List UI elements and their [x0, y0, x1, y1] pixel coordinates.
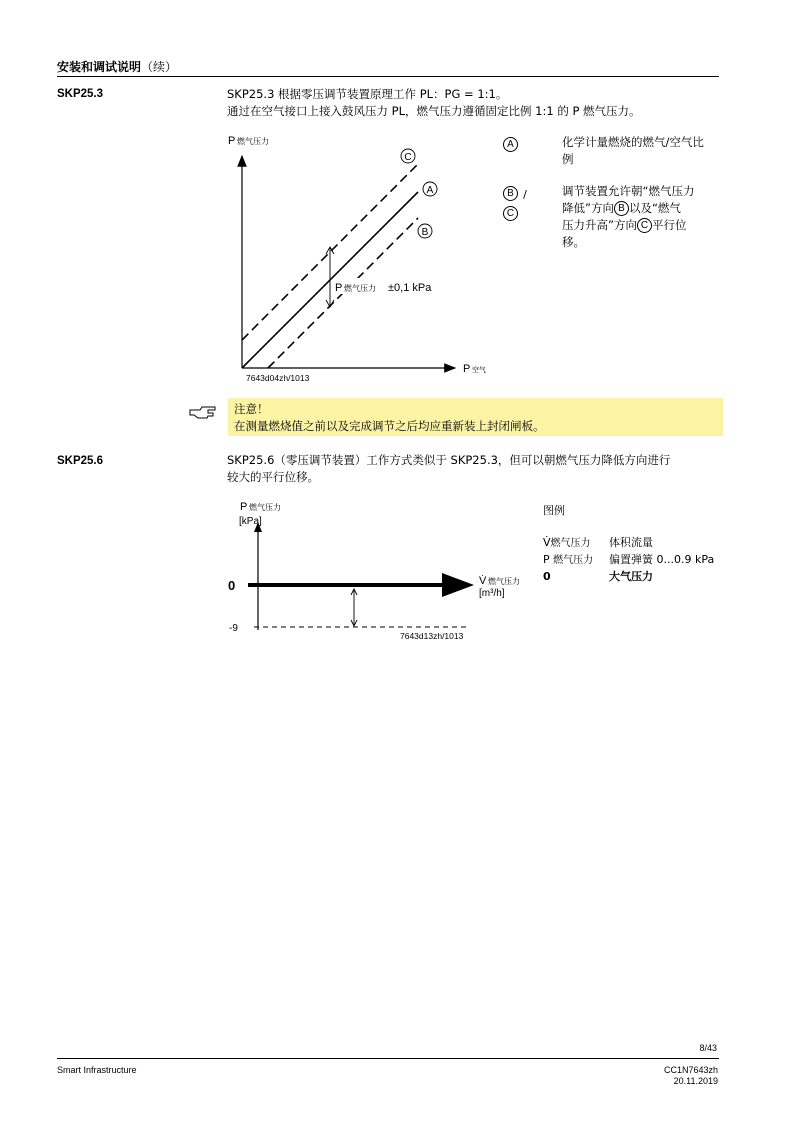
footer-company: Smart Infrastructure: [57, 1065, 137, 1075]
header-title-suffix: （续）: [141, 60, 178, 74]
chart2-x-label-main: V̇: [479, 575, 487, 587]
note-box: [228, 398, 723, 436]
chart1-x-label-sub: 空气: [472, 367, 486, 374]
note-text: 在测量燃烧值之前以及完成调节之后均应重新装上封闭闸板。: [234, 419, 545, 433]
chart2-y-label-main: P: [240, 501, 248, 513]
legend1-item-a-text: [562, 134, 722, 168]
legend1-separator: /: [523, 188, 527, 201]
legend1-inline-circle-c: C: [637, 218, 652, 233]
chart2-figure-code: 7643d13zh/1013: [400, 631, 464, 641]
header-rule: [57, 76, 719, 77]
chart1-figure-code: 7643d04zh/1013: [246, 373, 310, 383]
section-skp25-3-text: [227, 86, 722, 120]
chart1-tolerance-label-sub: 燃气压力: [344, 284, 376, 293]
section-skp25-6-text: [227, 452, 722, 486]
chart1-line-label-b: B: [421, 227, 429, 238]
header-title-text: 安装和调试说明: [57, 60, 142, 74]
footer-date: 20.11.2019: [673, 1076, 718, 1086]
section-skp25-6-line2: 较大的平行位移。: [227, 470, 319, 484]
section-skp25-3-line1: SKP25.3 根据零压调节装置原理工作 PL：PG = 1:1。: [227, 87, 508, 101]
legend2-row-flow-desc: 体积流量: [609, 536, 653, 549]
chart2-zero-label: 0: [228, 578, 236, 593]
chart2-x-label-sub: 燃气压力: [488, 577, 520, 586]
legend2-title: 图例: [543, 504, 565, 517]
section-skp25-6-line1: SKP25.6（零压调节装置）工作方式类似于 SKP25.3，但可以朝燃气压力降低方向进行: [227, 453, 671, 467]
chart2-x-unit: [m³/h]: [479, 588, 505, 599]
legend1-item-a-line1: 化学计量燃烧的燃气/空气比: [562, 135, 704, 149]
footer-rule: [57, 1058, 719, 1059]
chart2-neg-label: -9: [229, 623, 238, 634]
legend2-row-zero-desc: 大气压力: [609, 570, 653, 583]
legend1-key-a: [503, 134, 518, 153]
footer-doc-id: CC1N7643zh: [663, 1065, 718, 1075]
section-id-skp25-3: SKP25.3: [57, 88, 104, 100]
legend1-item-bc-text: [562, 183, 722, 251]
legend1-item-a-line2: 例: [562, 152, 574, 166]
chart1-y-label-main: P: [228, 135, 236, 147]
legend1-circle-c: C: [503, 206, 518, 221]
legend2-row-zero: 0 大气压力: [543, 570, 653, 583]
page-number: 8/43: [699, 1043, 717, 1053]
legend2-rows: [543, 535, 723, 585]
chart1-tolerance-value: ±0,1 kPa: [388, 282, 432, 294]
section-skp25-3-line2: 通过在空气接口上接入鼓风压力 PL，燃气压力遵循固定比例 1:1 的 P 燃气压力。: [227, 104, 641, 118]
legend1-key-c: [503, 203, 518, 222]
chart1-line-label-a: A: [426, 185, 434, 196]
pointing-hand-icon: [188, 404, 218, 420]
chart2-y-unit: [kPa]: [239, 516, 262, 527]
page-header-title: [57, 58, 177, 75]
legend1-key-b: [503, 183, 527, 202]
legend1-item-bc-line4: 移。: [562, 235, 585, 249]
note-title: 注意！: [234, 402, 269, 416]
chart1-line-label-c: C: [404, 152, 412, 163]
legend1-inline-circle-b: B: [614, 201, 629, 216]
legend1-circle-b: B: [503, 186, 518, 201]
legend2-row-pressure-desc: 偏置弹簧 0...0.9 kPa: [609, 553, 715, 566]
legend2-row-flow: V̇燃气压力 体积流量: [543, 536, 653, 549]
chart1-x-label-main: P: [463, 363, 471, 375]
legend1-item-bc-line2: 降低”方向 B 以及“燃气: [562, 201, 681, 215]
chart2-y-label-sub: 燃气压力: [249, 503, 281, 512]
chart1-tolerance-label-main: P: [335, 282, 343, 294]
section-id-skp25-6: SKP25.6: [57, 455, 104, 467]
chart1-y-label-sub: 燃气压力: [237, 137, 269, 146]
legend1-item-bc-line3: 压力升高”方向 C 平行位: [562, 218, 687, 232]
chart2-zero-arrowhead: [442, 573, 474, 597]
pressure-ratio-chart: [222, 128, 492, 388]
legend1-item-bc-line1: 调节装置允许朝“燃气压力: [562, 184, 695, 198]
legend2-row-pressure: P 燃气压力 偏置弹簧 0...0.9 kPa: [543, 553, 715, 566]
legend1-circle-a: A: [503, 137, 518, 152]
zero-pressure-chart: [222, 498, 532, 648]
